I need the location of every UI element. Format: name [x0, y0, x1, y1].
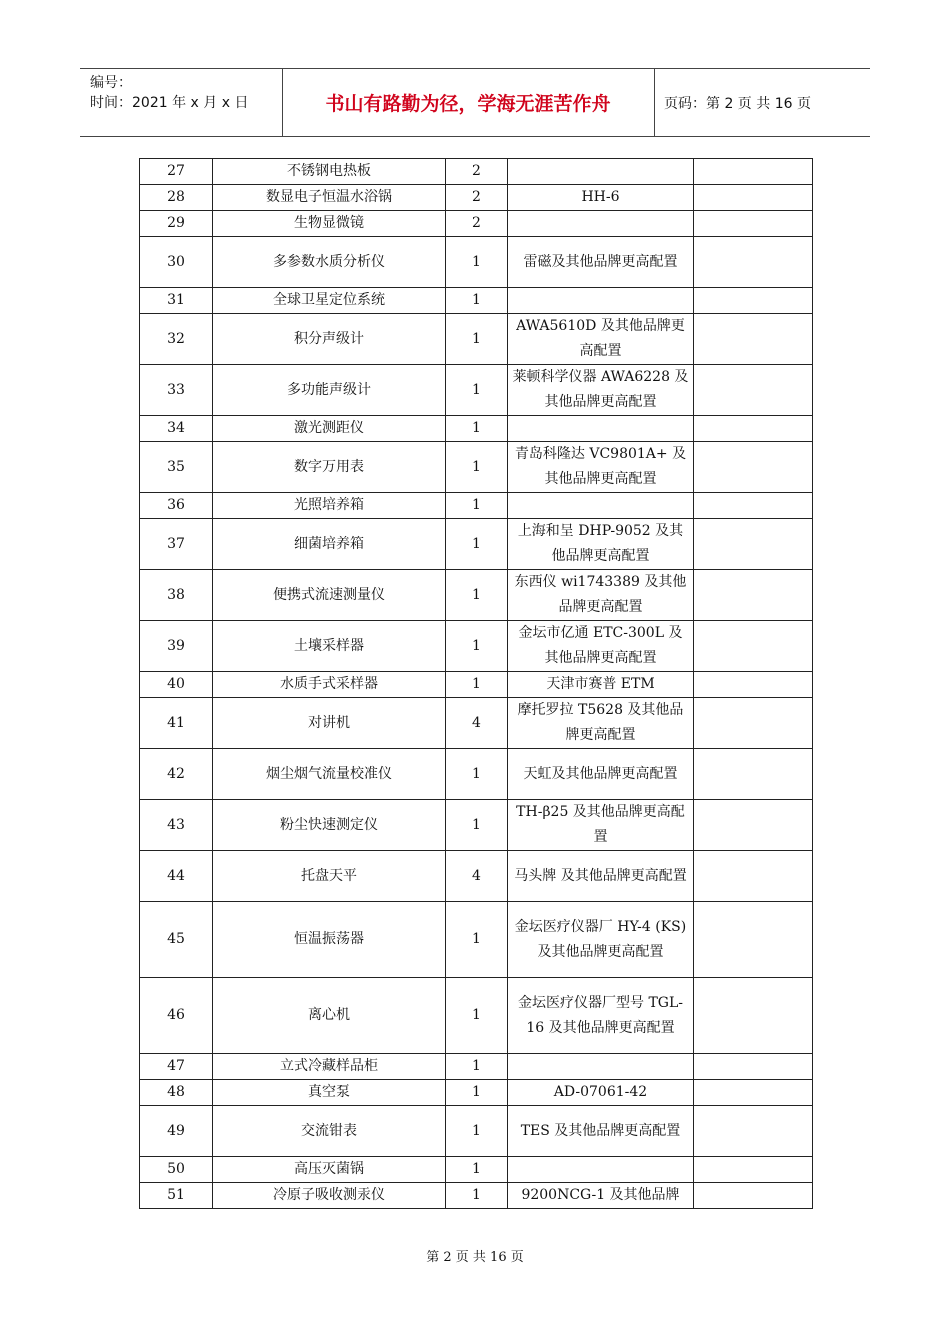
row-number-cell: 44	[140, 851, 213, 902]
note-cell	[694, 493, 813, 519]
note-cell	[694, 621, 813, 672]
note-cell	[694, 570, 813, 621]
item-name-cell: 高压灭菌锅	[213, 1157, 446, 1183]
table-row	[140, 237, 813, 288]
note-cell	[694, 851, 813, 902]
quantity-cell: 1	[446, 1106, 508, 1157]
row-number-cell: 27	[140, 159, 213, 185]
table-row	[140, 519, 813, 570]
quantity-cell: 1	[446, 1183, 508, 1209]
table-row	[140, 1106, 813, 1157]
note-cell	[694, 314, 813, 365]
row-number-cell: 51	[140, 1183, 213, 1209]
item-name-cell: 便携式流速测量仪	[213, 570, 446, 621]
spec-cell: 金坛医疗仪器厂 HY-4 (KS) 及其他品牌更高配置	[508, 902, 694, 978]
quantity-cell: 1	[446, 749, 508, 800]
quantity-cell: 1	[446, 621, 508, 672]
table-row	[140, 211, 813, 237]
row-number-cell: 49	[140, 1106, 213, 1157]
row-number-cell: 40	[140, 672, 213, 698]
item-name-cell: 数显电子恒温水浴锅	[213, 185, 446, 211]
quantity-cell: 1	[446, 416, 508, 442]
table-row	[140, 851, 813, 902]
item-name-cell: 立式冷藏样品柜	[213, 1054, 446, 1080]
spec-cell: 天虹及其他品牌更高配置	[508, 749, 694, 800]
quantity-cell: 1	[446, 1054, 508, 1080]
spec-cell: TES 及其他品牌更高配置	[508, 1106, 694, 1157]
table-row	[140, 749, 813, 800]
row-number-cell: 41	[140, 698, 213, 749]
row-number-cell: 35	[140, 442, 213, 493]
row-number-cell: 33	[140, 365, 213, 416]
item-name-cell: 托盘天平	[213, 851, 446, 902]
note-cell	[694, 185, 813, 211]
row-number-cell: 48	[140, 1080, 213, 1106]
item-name-cell: 交流钳表	[213, 1106, 446, 1157]
row-number-cell: 42	[140, 749, 213, 800]
row-number-cell: 50	[140, 1157, 213, 1183]
note-cell	[694, 800, 813, 851]
row-number-cell: 31	[140, 288, 213, 314]
table-row	[140, 493, 813, 519]
header-divider	[654, 69, 655, 136]
note-cell	[694, 237, 813, 288]
spec-cell	[508, 211, 694, 237]
row-number-cell: 32	[140, 314, 213, 365]
spec-cell: 金坛市亿通 ETC-300L 及其他品牌更高配置	[508, 621, 694, 672]
row-number-cell: 37	[140, 519, 213, 570]
row-number-cell: 45	[140, 902, 213, 978]
note-cell	[694, 519, 813, 570]
spec-cell: 天津市赛普 ETM	[508, 672, 694, 698]
spec-cell: 莱顿科学仪器 AWA6228 及其他品牌更高配置	[508, 365, 694, 416]
note-cell	[694, 902, 813, 978]
table-row	[140, 314, 813, 365]
spec-cell: AWA5610D 及其他品牌更高配置	[508, 314, 694, 365]
quantity-cell: 1	[446, 365, 508, 416]
item-name-cell: 离心机	[213, 978, 446, 1054]
table-row	[140, 902, 813, 978]
quantity-cell: 1	[446, 570, 508, 621]
spec-cell: 摩托罗拉 T5628 及其他品牌更高配置	[508, 698, 694, 749]
quantity-cell: 1	[446, 902, 508, 978]
quantity-cell: 1	[446, 442, 508, 493]
table-row	[140, 1054, 813, 1080]
note-cell	[694, 1080, 813, 1106]
item-name-cell: 数字万用表	[213, 442, 446, 493]
item-name-cell: 多功能声级计	[213, 365, 446, 416]
header-page-info: 页码：第 2 页 共 16 页	[664, 95, 811, 112]
note-cell	[694, 978, 813, 1054]
note-cell	[694, 1183, 813, 1209]
spec-cell: 金坛医疗仪器厂型号 TGL-16 及其他品牌更高配置	[508, 978, 694, 1054]
note-cell	[694, 442, 813, 493]
table-row	[140, 442, 813, 493]
note-cell	[694, 749, 813, 800]
table-row	[140, 1080, 813, 1106]
row-number-cell: 29	[140, 211, 213, 237]
table-row	[140, 1183, 813, 1209]
table-row	[140, 365, 813, 416]
spec-cell: 青岛科隆达 VC9801A+ 及其他品牌更高配置	[508, 442, 694, 493]
quantity-cell: 1	[446, 1080, 508, 1106]
item-name-cell: 激光测距仪	[213, 416, 446, 442]
header-motto: 书山有路勤为径，学海无涯苦作舟	[325, 93, 611, 115]
note-cell	[694, 1054, 813, 1080]
spec-cell	[508, 288, 694, 314]
note-cell	[694, 1106, 813, 1157]
item-name-cell: 土壤采样器	[213, 621, 446, 672]
quantity-cell: 1	[446, 1157, 508, 1183]
item-name-cell: 光照培养箱	[213, 493, 446, 519]
item-name-cell: 细菌培养箱	[213, 519, 446, 570]
item-name-cell: 恒温振荡器	[213, 902, 446, 978]
page-footer: 第 2 页 共 16 页	[426, 1250, 524, 1265]
spec-cell	[508, 493, 694, 519]
row-number-cell: 38	[140, 570, 213, 621]
item-name-cell: 不锈钢电热板	[213, 159, 446, 185]
spec-cell	[508, 159, 694, 185]
spec-cell: 上海和呈 DHP-9052 及其他品牌更高配置	[508, 519, 694, 570]
spec-cell: AD-07061-42	[508, 1080, 694, 1106]
note-cell	[694, 365, 813, 416]
spec-cell	[508, 1157, 694, 1183]
table-row	[140, 698, 813, 749]
table-row	[140, 672, 813, 698]
table-row	[140, 800, 813, 851]
quantity-cell: 4	[446, 698, 508, 749]
row-number-cell: 30	[140, 237, 213, 288]
table-row	[140, 621, 813, 672]
quantity-cell: 4	[446, 851, 508, 902]
row-number-cell: 28	[140, 185, 213, 211]
table-row	[140, 978, 813, 1054]
row-number-cell: 47	[140, 1054, 213, 1080]
row-number-cell: 43	[140, 800, 213, 851]
item-name-cell: 积分声级计	[213, 314, 446, 365]
quantity-cell: 1	[446, 288, 508, 314]
quantity-cell: 1	[446, 237, 508, 288]
row-number-cell: 39	[140, 621, 213, 672]
quantity-cell: 1	[446, 800, 508, 851]
item-name-cell: 真空泵	[213, 1080, 446, 1106]
document-time-label: 时间：2021 年 x 月 x 日	[90, 95, 249, 111]
table-row	[140, 288, 813, 314]
table-row	[140, 416, 813, 442]
item-name-cell: 烟尘烟气流量校准仪	[213, 749, 446, 800]
equipment-table	[139, 158, 813, 1209]
quantity-cell: 1	[446, 314, 508, 365]
header-meta	[90, 73, 280, 113]
quantity-cell: 1	[446, 978, 508, 1054]
note-cell	[694, 211, 813, 237]
spec-cell: 雷磁及其他品牌更高配置	[508, 237, 694, 288]
spec-cell: 东西仪 wi1743389 及其他品牌更高配置	[508, 570, 694, 621]
quantity-cell: 1	[446, 493, 508, 519]
note-cell	[694, 416, 813, 442]
spec-cell: TH-β25 及其他品牌更高配置	[508, 800, 694, 851]
quantity-cell: 1	[446, 519, 508, 570]
note-cell	[694, 159, 813, 185]
item-name-cell: 多参数水质分析仪	[213, 237, 446, 288]
item-name-cell: 粉尘快速测定仪	[213, 800, 446, 851]
note-cell	[694, 1157, 813, 1183]
quantity-cell: 2	[446, 211, 508, 237]
spec-cell	[508, 1054, 694, 1080]
note-cell	[694, 288, 813, 314]
spec-cell: HH-6	[508, 185, 694, 211]
row-number-cell: 46	[140, 978, 213, 1054]
item-name-cell: 对讲机	[213, 698, 446, 749]
spec-cell	[508, 416, 694, 442]
item-name-cell: 全球卫星定位系统	[213, 288, 446, 314]
item-name-cell: 水质手式采样器	[213, 672, 446, 698]
table-row	[140, 185, 813, 211]
quantity-cell: 1	[446, 672, 508, 698]
row-number-cell: 34	[140, 416, 213, 442]
page-header	[80, 68, 870, 137]
spec-cell: 马头牌 及其他品牌更高配置	[508, 851, 694, 902]
row-number-cell: 36	[140, 493, 213, 519]
table-row	[140, 570, 813, 621]
equipment-table-body	[140, 159, 813, 1209]
table-row	[140, 159, 813, 185]
quantity-cell: 2	[446, 159, 508, 185]
document-number-label: 编号：	[90, 75, 132, 91]
note-cell	[694, 672, 813, 698]
item-name-cell: 生物显微镜	[213, 211, 446, 237]
note-cell	[694, 698, 813, 749]
item-name-cell: 冷原子吸收测汞仪	[213, 1183, 446, 1209]
spec-cell: 9200NCG-1 及其他品牌	[508, 1183, 694, 1209]
quantity-cell: 2	[446, 185, 508, 211]
table-row	[140, 1157, 813, 1183]
